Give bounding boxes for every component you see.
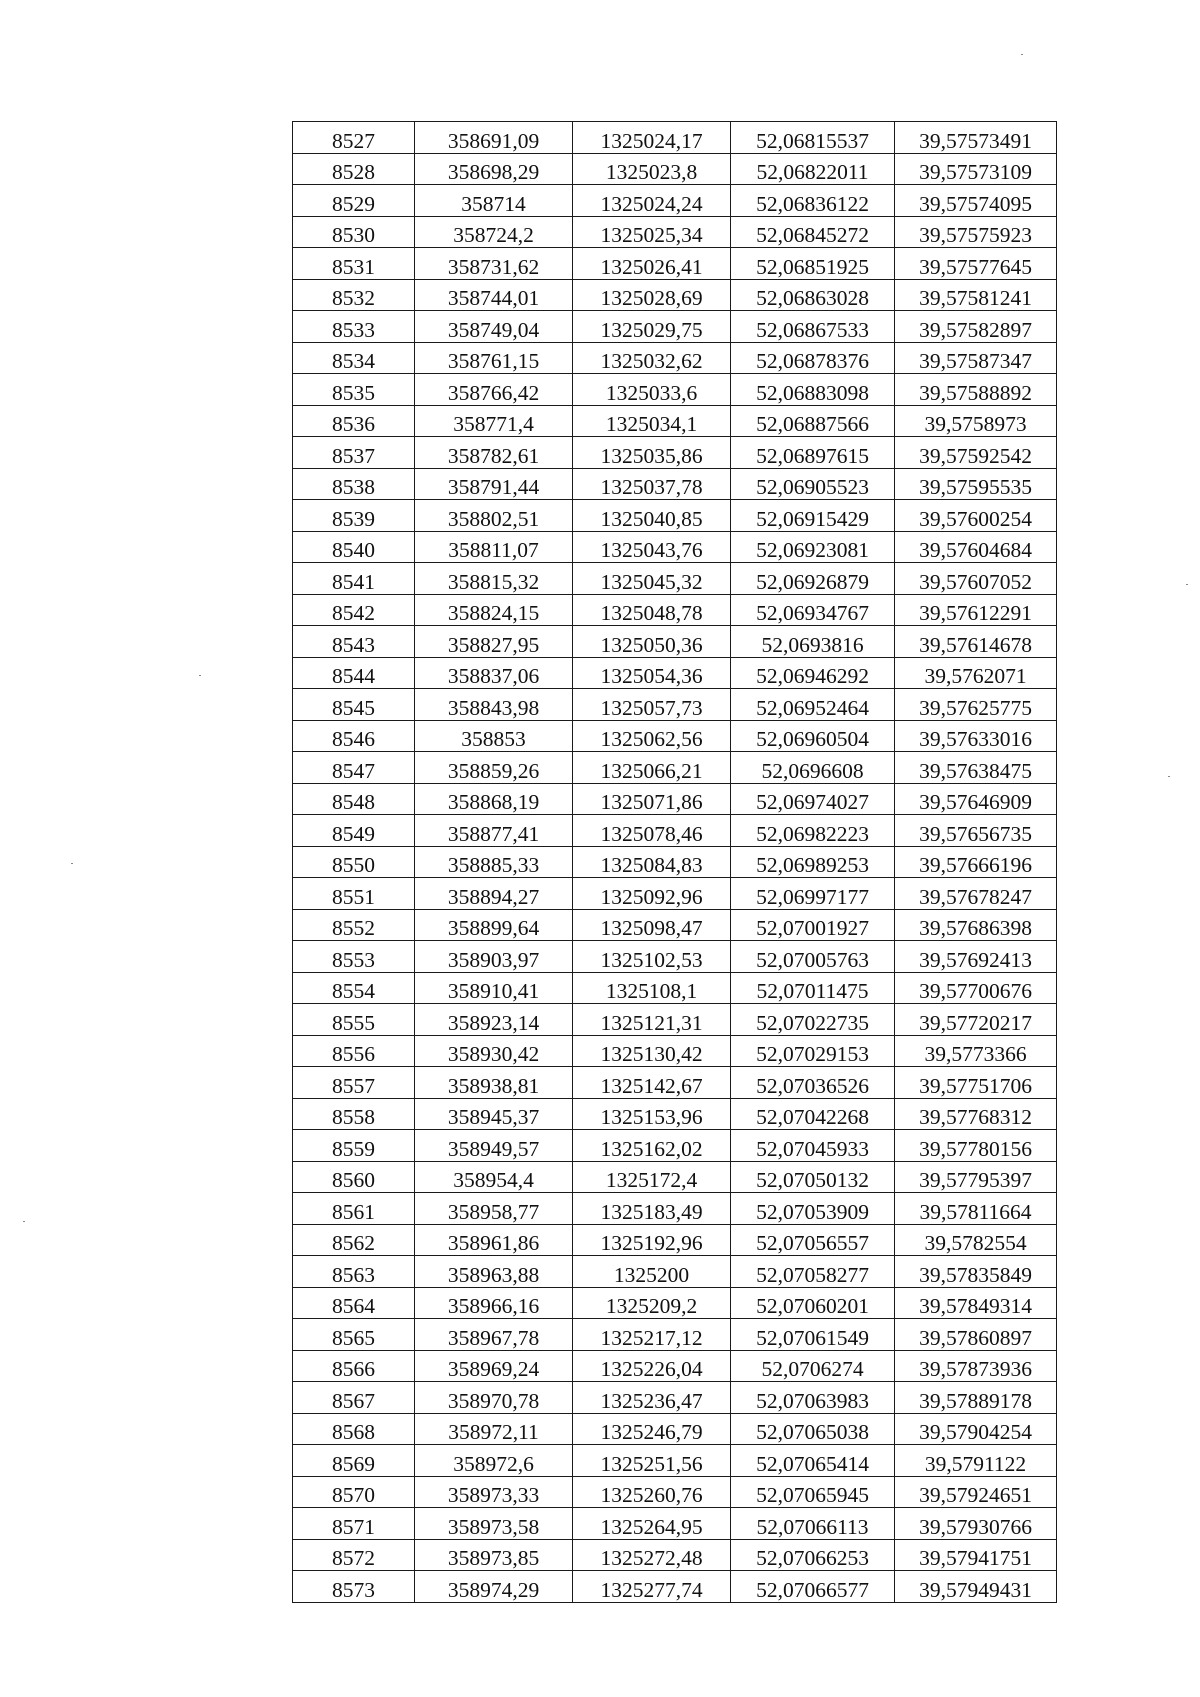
x-coordinate-cell: 358899,64	[415, 909, 573, 941]
latitude-cell: 52,06883098	[731, 374, 895, 406]
table-row	[293, 626, 1057, 658]
latitude-cell: 52,06952464	[731, 689, 895, 721]
table-row	[293, 878, 1057, 910]
longitude-cell: 39,57646909	[895, 783, 1057, 815]
x-coordinate-cell: 358824,15	[415, 594, 573, 626]
coordinates-table	[292, 121, 1057, 1603]
longitude-cell: 39,5758973	[895, 405, 1057, 437]
point-number-cell: 8529	[293, 185, 415, 217]
longitude-cell: 39,57835849	[895, 1256, 1057, 1288]
longitude-cell: 39,57849314	[895, 1287, 1057, 1319]
point-number-cell: 8535	[293, 374, 415, 406]
x-coordinate-cell: 358973,58	[415, 1508, 573, 1540]
latitude-cell: 52,0693816	[731, 626, 895, 658]
latitude-cell: 52,06897615	[731, 437, 895, 469]
table-row	[293, 1476, 1057, 1508]
longitude-cell: 39,57904254	[895, 1413, 1057, 1445]
longitude-cell: 39,57666196	[895, 846, 1057, 878]
latitude-cell: 52,07045933	[731, 1130, 895, 1162]
point-number-cell: 8563	[293, 1256, 415, 1288]
point-number-cell: 8527	[293, 122, 415, 154]
longitude-cell: 39,57700676	[895, 972, 1057, 1004]
table-row	[293, 248, 1057, 280]
point-number-cell: 8562	[293, 1224, 415, 1256]
x-coordinate-cell: 358923,14	[415, 1004, 573, 1036]
table-row	[293, 941, 1057, 973]
point-number-cell: 8552	[293, 909, 415, 941]
scan-speck	[23, 1221, 25, 1222]
y-coordinate-cell: 1325172,4	[573, 1161, 731, 1193]
latitude-cell: 52,07065414	[731, 1445, 895, 1477]
latitude-cell: 52,06989253	[731, 846, 895, 878]
point-number-cell: 8567	[293, 1382, 415, 1414]
longitude-cell: 39,57811664	[895, 1193, 1057, 1225]
longitude-cell: 39,57873936	[895, 1350, 1057, 1382]
latitude-cell: 52,06851925	[731, 248, 895, 280]
x-coordinate-cell: 358972,11	[415, 1413, 573, 1445]
table-row	[293, 1382, 1057, 1414]
y-coordinate-cell: 1325026,41	[573, 248, 731, 280]
y-coordinate-cell: 1325130,42	[573, 1035, 731, 1067]
longitude-cell: 39,57692413	[895, 941, 1057, 973]
x-coordinate-cell: 358782,61	[415, 437, 573, 469]
latitude-cell: 52,06836122	[731, 185, 895, 217]
point-number-cell: 8537	[293, 437, 415, 469]
table-row	[293, 657, 1057, 689]
point-number-cell: 8548	[293, 783, 415, 815]
x-coordinate-cell: 358973,85	[415, 1539, 573, 1571]
point-number-cell: 8572	[293, 1539, 415, 1571]
y-coordinate-cell: 1325217,12	[573, 1319, 731, 1351]
x-coordinate-cell: 358966,16	[415, 1287, 573, 1319]
latitude-cell: 52,07050132	[731, 1161, 895, 1193]
latitude-cell: 52,06915429	[731, 500, 895, 532]
x-coordinate-cell: 358963,88	[415, 1256, 573, 1288]
table-row	[293, 468, 1057, 500]
longitude-cell: 39,57595535	[895, 468, 1057, 500]
y-coordinate-cell: 1325236,47	[573, 1382, 731, 1414]
point-number-cell: 8542	[293, 594, 415, 626]
point-number-cell: 8541	[293, 563, 415, 595]
point-number-cell: 8555	[293, 1004, 415, 1036]
latitude-cell: 52,07001927	[731, 909, 895, 941]
point-number-cell: 8545	[293, 689, 415, 721]
table-row	[293, 1161, 1057, 1193]
longitude-cell: 39,57780156	[895, 1130, 1057, 1162]
latitude-cell: 52,06887566	[731, 405, 895, 437]
latitude-cell: 52,06974027	[731, 783, 895, 815]
y-coordinate-cell: 1325272,48	[573, 1539, 731, 1571]
x-coordinate-cell: 358843,98	[415, 689, 573, 721]
table-row	[293, 374, 1057, 406]
y-coordinate-cell: 1325121,31	[573, 1004, 731, 1036]
x-coordinate-cell: 358954,4	[415, 1161, 573, 1193]
y-coordinate-cell: 1325029,75	[573, 311, 731, 343]
x-coordinate-cell: 358910,41	[415, 972, 573, 1004]
latitude-cell: 52,06845272	[731, 216, 895, 248]
longitude-cell: 39,57587347	[895, 342, 1057, 374]
y-coordinate-cell: 1325251,56	[573, 1445, 731, 1477]
table-row	[293, 1287, 1057, 1319]
longitude-cell: 39,57686398	[895, 909, 1057, 941]
longitude-cell: 39,57573491	[895, 122, 1057, 154]
x-coordinate-cell: 358859,26	[415, 752, 573, 784]
latitude-cell: 52,07066113	[731, 1508, 895, 1540]
longitude-cell: 39,57751706	[895, 1067, 1057, 1099]
latitude-cell: 52,07063983	[731, 1382, 895, 1414]
table-row	[293, 1004, 1057, 1036]
latitude-cell: 52,07065945	[731, 1476, 895, 1508]
point-number-cell: 8538	[293, 468, 415, 500]
point-number-cell: 8558	[293, 1098, 415, 1130]
longitude-cell: 39,57949431	[895, 1571, 1057, 1603]
latitude-cell: 52,07065038	[731, 1413, 895, 1445]
y-coordinate-cell: 1325092,96	[573, 878, 731, 910]
x-coordinate-cell: 358969,24	[415, 1350, 573, 1382]
x-coordinate-cell: 358868,19	[415, 783, 573, 815]
table-row	[293, 752, 1057, 784]
point-number-cell: 8531	[293, 248, 415, 280]
longitude-cell: 39,57656735	[895, 815, 1057, 847]
longitude-cell: 39,57573109	[895, 153, 1057, 185]
table-row	[293, 1413, 1057, 1445]
table-row	[293, 909, 1057, 941]
latitude-cell: 52,06926879	[731, 563, 895, 595]
point-number-cell: 8547	[293, 752, 415, 784]
x-coordinate-cell: 358815,32	[415, 563, 573, 595]
x-coordinate-cell: 358961,86	[415, 1224, 573, 1256]
y-coordinate-cell: 1325032,62	[573, 342, 731, 374]
scan-speck	[1168, 776, 1170, 777]
y-coordinate-cell: 1325108,1	[573, 972, 731, 1004]
table-row	[293, 311, 1057, 343]
longitude-cell: 39,5791122	[895, 1445, 1057, 1477]
point-number-cell: 8540	[293, 531, 415, 563]
point-number-cell: 8553	[293, 941, 415, 973]
latitude-cell: 52,06997177	[731, 878, 895, 910]
x-coordinate-cell: 358877,41	[415, 815, 573, 847]
y-coordinate-cell: 1325066,21	[573, 752, 731, 784]
latitude-cell: 52,07061549	[731, 1319, 895, 1351]
longitude-cell: 39,57889178	[895, 1382, 1057, 1414]
y-coordinate-cell: 1325226,04	[573, 1350, 731, 1382]
longitude-cell: 39,57588892	[895, 374, 1057, 406]
table-row	[293, 1508, 1057, 1540]
table-row	[293, 1256, 1057, 1288]
table-row	[293, 153, 1057, 185]
latitude-cell: 52,07042268	[731, 1098, 895, 1130]
longitude-cell: 39,57768312	[895, 1098, 1057, 1130]
table-row	[293, 972, 1057, 1004]
point-number-cell: 8534	[293, 342, 415, 374]
point-number-cell: 8573	[293, 1571, 415, 1603]
y-coordinate-cell: 1325153,96	[573, 1098, 731, 1130]
y-coordinate-cell: 1325057,73	[573, 689, 731, 721]
latitude-cell: 52,06863028	[731, 279, 895, 311]
table-row	[293, 1130, 1057, 1162]
x-coordinate-cell: 358958,77	[415, 1193, 573, 1225]
x-coordinate-cell: 358791,44	[415, 468, 573, 500]
longitude-cell: 39,57930766	[895, 1508, 1057, 1540]
point-number-cell: 8539	[293, 500, 415, 532]
scan-speck	[1021, 54, 1023, 55]
y-coordinate-cell: 1325035,86	[573, 437, 731, 469]
y-coordinate-cell: 1325048,78	[573, 594, 731, 626]
point-number-cell: 8560	[293, 1161, 415, 1193]
point-number-cell: 8549	[293, 815, 415, 847]
table-row	[293, 279, 1057, 311]
y-coordinate-cell: 1325098,47	[573, 909, 731, 941]
y-coordinate-cell: 1325277,74	[573, 1571, 731, 1603]
latitude-cell: 52,06982223	[731, 815, 895, 847]
y-coordinate-cell: 1325024,24	[573, 185, 731, 217]
point-number-cell: 8565	[293, 1319, 415, 1351]
longitude-cell: 39,57582897	[895, 311, 1057, 343]
y-coordinate-cell: 1325102,53	[573, 941, 731, 973]
table-row	[293, 1067, 1057, 1099]
table-row	[293, 720, 1057, 752]
latitude-cell: 52,06960504	[731, 720, 895, 752]
latitude-cell: 52,06923081	[731, 531, 895, 563]
y-coordinate-cell: 1325062,56	[573, 720, 731, 752]
x-coordinate-cell: 358853	[415, 720, 573, 752]
point-number-cell: 8530	[293, 216, 415, 248]
table-row	[293, 815, 1057, 847]
latitude-cell: 52,07053909	[731, 1193, 895, 1225]
point-number-cell: 8550	[293, 846, 415, 878]
x-coordinate-cell: 358731,62	[415, 248, 573, 280]
y-coordinate-cell: 1325054,36	[573, 657, 731, 689]
y-coordinate-cell: 1325200	[573, 1256, 731, 1288]
x-coordinate-cell: 358938,81	[415, 1067, 573, 1099]
longitude-cell: 39,57720217	[895, 1004, 1057, 1036]
y-coordinate-cell: 1325078,46	[573, 815, 731, 847]
table-row	[293, 689, 1057, 721]
longitude-cell: 39,57577645	[895, 248, 1057, 280]
latitude-cell: 52,06905523	[731, 468, 895, 500]
latitude-cell: 52,07029153	[731, 1035, 895, 1067]
point-number-cell: 8533	[293, 311, 415, 343]
point-number-cell: 8543	[293, 626, 415, 658]
longitude-cell: 39,57614678	[895, 626, 1057, 658]
x-coordinate-cell: 358972,6	[415, 1445, 573, 1477]
point-number-cell: 8532	[293, 279, 415, 311]
latitude-cell: 52,07022735	[731, 1004, 895, 1036]
y-coordinate-cell: 1325040,85	[573, 500, 731, 532]
latitude-cell: 52,06878376	[731, 342, 895, 374]
x-coordinate-cell: 358945,37	[415, 1098, 573, 1130]
table-row	[293, 216, 1057, 248]
x-coordinate-cell: 358827,95	[415, 626, 573, 658]
latitude-cell: 52,06822011	[731, 153, 895, 185]
longitude-cell: 39,57924651	[895, 1476, 1057, 1508]
point-number-cell: 8566	[293, 1350, 415, 1382]
table-row	[293, 1035, 1057, 1067]
x-coordinate-cell: 358930,42	[415, 1035, 573, 1067]
latitude-cell: 52,07066577	[731, 1571, 895, 1603]
x-coordinate-cell: 358766,42	[415, 374, 573, 406]
point-number-cell: 8557	[293, 1067, 415, 1099]
y-coordinate-cell: 1325209,2	[573, 1287, 731, 1319]
point-number-cell: 8528	[293, 153, 415, 185]
table-row	[293, 531, 1057, 563]
table-row	[293, 846, 1057, 878]
y-coordinate-cell: 1325050,36	[573, 626, 731, 658]
table-row	[293, 1539, 1057, 1571]
x-coordinate-cell: 358802,51	[415, 500, 573, 532]
y-coordinate-cell: 1325034,1	[573, 405, 731, 437]
y-coordinate-cell: 1325260,76	[573, 1476, 731, 1508]
latitude-cell: 52,06867533	[731, 311, 895, 343]
y-coordinate-cell: 1325162,02	[573, 1130, 731, 1162]
latitude-cell: 52,07066253	[731, 1539, 895, 1571]
x-coordinate-cell: 358837,06	[415, 657, 573, 689]
point-number-cell: 8559	[293, 1130, 415, 1162]
y-coordinate-cell: 1325024,17	[573, 122, 731, 154]
x-coordinate-cell: 358949,57	[415, 1130, 573, 1162]
y-coordinate-cell: 1325246,79	[573, 1413, 731, 1445]
x-coordinate-cell: 358771,4	[415, 405, 573, 437]
longitude-cell: 39,57678247	[895, 878, 1057, 910]
table-row	[293, 1098, 1057, 1130]
latitude-cell: 52,07058277	[731, 1256, 895, 1288]
table-row	[293, 437, 1057, 469]
scan-speck	[1186, 584, 1188, 585]
longitude-cell: 39,57574095	[895, 185, 1057, 217]
table-row	[293, 185, 1057, 217]
point-number-cell: 8570	[293, 1476, 415, 1508]
x-coordinate-cell: 358691,09	[415, 122, 573, 154]
x-coordinate-cell: 358698,29	[415, 153, 573, 185]
x-coordinate-cell: 358970,78	[415, 1382, 573, 1414]
x-coordinate-cell: 358724,2	[415, 216, 573, 248]
x-coordinate-cell: 358749,04	[415, 311, 573, 343]
table-row	[293, 563, 1057, 595]
y-coordinate-cell: 1325264,95	[573, 1508, 731, 1540]
y-coordinate-cell: 1325071,86	[573, 783, 731, 815]
longitude-cell: 39,57795397	[895, 1161, 1057, 1193]
x-coordinate-cell: 358973,33	[415, 1476, 573, 1508]
latitude-cell: 52,0696608	[731, 752, 895, 784]
latitude-cell: 52,07005763	[731, 941, 895, 973]
y-coordinate-cell: 1325142,67	[573, 1067, 731, 1099]
x-coordinate-cell: 358714	[415, 185, 573, 217]
table-row	[293, 1350, 1057, 1382]
latitude-cell: 52,07056557	[731, 1224, 895, 1256]
point-number-cell: 8568	[293, 1413, 415, 1445]
latitude-cell: 52,07011475	[731, 972, 895, 1004]
x-coordinate-cell: 358811,07	[415, 531, 573, 563]
point-number-cell: 8564	[293, 1287, 415, 1319]
latitude-cell: 52,07036526	[731, 1067, 895, 1099]
latitude-cell: 52,06934767	[731, 594, 895, 626]
table-row	[293, 1224, 1057, 1256]
y-coordinate-cell: 1325045,32	[573, 563, 731, 595]
point-number-cell: 8551	[293, 878, 415, 910]
point-number-cell: 8569	[293, 1445, 415, 1477]
table-row	[293, 342, 1057, 374]
longitude-cell: 39,57600254	[895, 500, 1057, 532]
point-number-cell: 8544	[293, 657, 415, 689]
longitude-cell: 39,57612291	[895, 594, 1057, 626]
point-number-cell: 8571	[293, 1508, 415, 1540]
latitude-cell: 52,06946292	[731, 657, 895, 689]
x-coordinate-cell: 358885,33	[415, 846, 573, 878]
y-coordinate-cell: 1325084,83	[573, 846, 731, 878]
longitude-cell: 39,5762071	[895, 657, 1057, 689]
longitude-cell: 39,57592542	[895, 437, 1057, 469]
table-row	[293, 500, 1057, 532]
y-coordinate-cell: 1325023,8	[573, 153, 731, 185]
point-number-cell: 8556	[293, 1035, 415, 1067]
longitude-cell: 39,57633016	[895, 720, 1057, 752]
scan-speck	[71, 863, 73, 864]
longitude-cell: 39,5782554	[895, 1224, 1057, 1256]
table-row	[293, 783, 1057, 815]
x-coordinate-cell: 358967,78	[415, 1319, 573, 1351]
y-coordinate-cell: 1325025,34	[573, 216, 731, 248]
latitude-cell: 52,0706274	[731, 1350, 895, 1382]
longitude-cell: 39,5773366	[895, 1035, 1057, 1067]
latitude-cell: 52,07060201	[731, 1287, 895, 1319]
table-row	[293, 405, 1057, 437]
table-row	[293, 1193, 1057, 1225]
x-coordinate-cell: 358744,01	[415, 279, 573, 311]
scan-speck	[199, 675, 201, 676]
table-row	[293, 1445, 1057, 1477]
longitude-cell: 39,57860897	[895, 1319, 1057, 1351]
table-row	[293, 594, 1057, 626]
x-coordinate-cell: 358761,15	[415, 342, 573, 374]
longitude-cell: 39,57575923	[895, 216, 1057, 248]
latitude-cell: 52,06815537	[731, 122, 895, 154]
point-number-cell: 8561	[293, 1193, 415, 1225]
longitude-cell: 39,57604684	[895, 531, 1057, 563]
x-coordinate-cell: 358974,29	[415, 1571, 573, 1603]
x-coordinate-cell: 358894,27	[415, 878, 573, 910]
y-coordinate-cell: 1325192,96	[573, 1224, 731, 1256]
x-coordinate-cell: 358903,97	[415, 941, 573, 973]
y-coordinate-cell: 1325043,76	[573, 531, 731, 563]
table-row	[293, 122, 1057, 154]
y-coordinate-cell: 1325033,6	[573, 374, 731, 406]
longitude-cell: 39,57625775	[895, 689, 1057, 721]
y-coordinate-cell: 1325183,49	[573, 1193, 731, 1225]
y-coordinate-cell: 1325028,69	[573, 279, 731, 311]
table-row	[293, 1319, 1057, 1351]
point-number-cell: 8554	[293, 972, 415, 1004]
point-number-cell: 8536	[293, 405, 415, 437]
y-coordinate-cell: 1325037,78	[573, 468, 731, 500]
longitude-cell: 39,57941751	[895, 1539, 1057, 1571]
longitude-cell: 39,57581241	[895, 279, 1057, 311]
point-number-cell: 8546	[293, 720, 415, 752]
longitude-cell: 39,57638475	[895, 752, 1057, 784]
table-row	[293, 1571, 1057, 1603]
longitude-cell: 39,57607052	[895, 563, 1057, 595]
coordinates-table-body	[293, 122, 1057, 1603]
